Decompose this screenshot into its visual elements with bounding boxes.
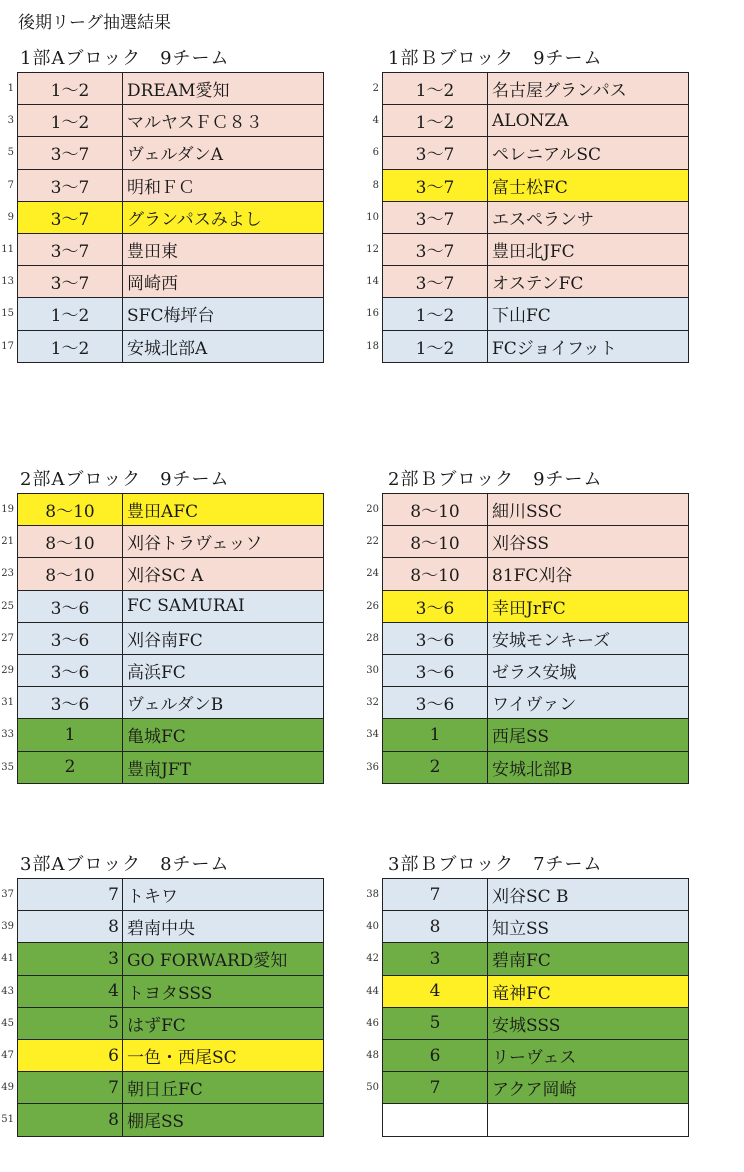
team-row	[365, 266, 689, 298]
rank-cell: 8	[383, 911, 488, 943]
rank-cell: 3〜7	[18, 233, 123, 265]
team-name-cell: 一色・西尾SC	[123, 1039, 324, 1071]
rank-cell: 8〜10	[18, 526, 123, 558]
rank-cell: 3〜6	[383, 590, 488, 622]
team-name-cell: はずFC	[123, 1007, 324, 1039]
team-row	[0, 558, 324, 590]
team-row	[0, 719, 324, 751]
team-name-cell: エスペランサ	[488, 201, 689, 233]
team-row	[365, 1104, 689, 1136]
team-name-cell: ヴェルダンA	[123, 137, 324, 169]
team-row	[365, 169, 689, 201]
block-table-1b	[365, 72, 689, 363]
team-row	[365, 105, 689, 137]
draw-number: 32	[366, 697, 379, 709]
draw-number: 48	[366, 1050, 379, 1062]
draw-number: 6	[372, 147, 379, 159]
block-table-3a	[0, 878, 324, 1137]
block-title-3a: 3部Aブロック 8チーム	[20, 854, 230, 875]
team-name-cell: 豊田北JFC	[488, 233, 689, 265]
team-row	[365, 622, 689, 654]
team-name-cell: 碧南FC	[488, 943, 689, 975]
team-row	[0, 201, 324, 233]
rank-cell: 6	[383, 1039, 488, 1071]
rank-cell: 8〜10	[383, 494, 488, 526]
team-row	[0, 879, 324, 911]
team-name-cell: 西尾SS	[488, 719, 689, 751]
rank-cell: 3	[383, 943, 488, 975]
team-row	[365, 494, 689, 526]
draw-number: 11	[1, 244, 14, 256]
draw-number: 50	[366, 1082, 379, 1094]
draw-number: 4	[372, 115, 379, 127]
block-table-2b	[365, 493, 689, 784]
rank-cell: 4	[383, 975, 488, 1007]
team-row	[0, 911, 324, 943]
draw-number: 17	[1, 340, 14, 352]
team-row	[365, 943, 689, 975]
rank-cell: 7	[18, 879, 123, 911]
team-name-cell: FCジョイフット	[488, 330, 689, 362]
block-table-2a	[0, 493, 324, 784]
draw-number: 30	[366, 665, 379, 677]
rank-cell: 3〜6	[18, 622, 123, 654]
team-row	[0, 169, 324, 201]
team-name-cell: 岡崎西	[123, 266, 324, 298]
team-name-cell: 安城北部B	[488, 751, 689, 783]
rank-cell: 3〜6	[18, 654, 123, 686]
team-row	[365, 526, 689, 558]
rank-cell: 2	[383, 751, 488, 783]
rank-cell: 1〜2	[383, 105, 488, 137]
rank-cell: 4	[18, 975, 123, 1007]
team-name-cell: ペレニアルSC	[488, 137, 689, 169]
rank-cell: 3	[18, 943, 123, 975]
team-row	[365, 137, 689, 169]
team-row	[365, 298, 689, 330]
rank-cell: 5	[18, 1007, 123, 1039]
rank-cell: 3〜6	[383, 654, 488, 686]
team-name-cell: 刈谷SS	[488, 526, 689, 558]
draw-number: 27	[1, 632, 14, 644]
team-name-cell: 刈谷トラヴェッソ	[123, 526, 324, 558]
team-row	[0, 494, 324, 526]
block-table-1a	[0, 72, 324, 363]
team-name-cell: 81FC刈谷	[488, 558, 689, 590]
team-name-cell: 明和ＦＣ	[123, 169, 324, 201]
draw-number: 38	[366, 889, 379, 901]
draw-number: 3	[7, 115, 14, 127]
team-name-cell: 幸田JrFC	[488, 590, 689, 622]
draw-number: 44	[366, 985, 379, 997]
team-row	[365, 879, 689, 911]
team-name-cell: FC SAMURAI	[123, 590, 324, 622]
team-name-cell: ゼラス安城	[488, 654, 689, 686]
team-row	[365, 1072, 689, 1104]
team-name-cell: トキワ	[123, 879, 324, 911]
team-row	[365, 590, 689, 622]
team-name-cell: 豊南JFT	[123, 751, 324, 783]
rank-cell: 1	[18, 719, 123, 751]
team-name-cell: 下山FC	[488, 298, 689, 330]
team-row	[0, 298, 324, 330]
draw-number: 23	[1, 568, 14, 580]
team-row	[0, 105, 324, 137]
team-row	[0, 233, 324, 265]
draw-number: 10	[366, 211, 379, 223]
draw-number: 1	[7, 83, 14, 95]
team-row	[0, 751, 324, 783]
rank-cell: 3〜6	[383, 687, 488, 719]
team-name-cell: 朝日丘FC	[123, 1072, 324, 1104]
team-row	[365, 911, 689, 943]
rank-cell: 3〜7	[383, 233, 488, 265]
rank-cell: 3〜7	[383, 137, 488, 169]
draw-number: 45	[1, 1017, 14, 1029]
draw-number: 40	[366, 921, 379, 933]
team-name-cell: 刈谷SC A	[123, 558, 324, 590]
draw-number: 26	[366, 600, 379, 612]
rank-cell: 3〜7	[383, 201, 488, 233]
draw-number: 12	[366, 244, 379, 256]
rank-cell: 1〜2	[18, 105, 123, 137]
draw-number: 37	[1, 889, 14, 901]
team-name-cell: ヴェルダンB	[123, 687, 324, 719]
draw-number: 33	[1, 729, 14, 741]
draw-number: 15	[1, 308, 14, 320]
rank-cell: 8〜10	[383, 526, 488, 558]
draw-number: 8	[372, 179, 379, 191]
team-row	[365, 558, 689, 590]
rank-cell: 3〜7	[18, 266, 123, 298]
draw-number: 47	[1, 1050, 14, 1062]
draw-number: 29	[1, 665, 14, 677]
draw-number: 31	[1, 697, 14, 709]
rank-cell: 3〜6	[383, 622, 488, 654]
draw-number: 34	[366, 729, 379, 741]
rank-cell: 3〜7	[383, 169, 488, 201]
team-row	[0, 622, 324, 654]
rank-cell: 8〜10	[18, 558, 123, 590]
team-row	[0, 1072, 324, 1104]
draw-number: 5	[7, 147, 14, 159]
draw-number: 41	[1, 953, 14, 965]
rank-cell: 1〜2	[18, 73, 123, 105]
block-table-3b	[365, 878, 689, 1137]
rank-cell: 3〜7	[383, 266, 488, 298]
team-name-cell: 名古屋グランパス	[488, 73, 689, 105]
block-title-1a: 1部Aブロック 9チーム	[20, 48, 230, 69]
team-row	[365, 719, 689, 751]
rank-cell: 1	[383, 719, 488, 751]
team-row	[0, 1007, 324, 1039]
draw-number: 28	[366, 632, 379, 644]
team-name-cell: 碧南中央	[123, 911, 324, 943]
team-name-cell: 安城モンキーズ	[488, 622, 689, 654]
team-name-cell: ALONZA	[488, 105, 689, 137]
draw-number: 22	[366, 536, 379, 548]
rank-cell: 3〜7	[18, 137, 123, 169]
team-name-cell: 安城北部A	[123, 330, 324, 362]
block-title-2b: 2部Ｂブロック 9チーム	[388, 469, 603, 490]
draw-number: 49	[1, 1082, 14, 1094]
rank-cell: 1〜2	[383, 298, 488, 330]
rank-cell: 6	[18, 1039, 123, 1071]
team-name-cell: 高浜FC	[123, 654, 324, 686]
draw-number	[365, 1104, 383, 1136]
team-name-cell: 富士松FC	[488, 169, 689, 201]
rank-cell: 1〜2	[18, 330, 123, 362]
team-name-cell: リーヴェス	[488, 1039, 689, 1071]
draw-number: 43	[1, 985, 14, 997]
team-row	[0, 137, 324, 169]
team-name-cell: 安城SSS	[488, 1007, 689, 1039]
rank-cell: 7	[383, 1072, 488, 1104]
team-name-cell: アクア岡崎	[488, 1072, 689, 1104]
rank-cell: 3〜6	[18, 590, 123, 622]
team-name-cell: 豊田AFC	[123, 494, 324, 526]
team-row	[0, 687, 324, 719]
draw-number: 9	[7, 211, 14, 223]
team-row	[365, 201, 689, 233]
rank-cell: 3〜7	[18, 201, 123, 233]
draw-number: 21	[1, 536, 14, 548]
team-name-cell: SFC梅坪台	[123, 298, 324, 330]
team-row	[0, 1104, 324, 1136]
rank-cell: 5	[383, 1007, 488, 1039]
block-title-2a: 2部Aブロック 9チーム	[20, 469, 230, 490]
rank-cell: 3〜6	[18, 687, 123, 719]
draw-number: 24	[366, 568, 379, 580]
rank-cell	[383, 1104, 488, 1136]
draw-number: 39	[1, 921, 14, 933]
draw-number: 19	[1, 504, 14, 516]
team-row	[0, 943, 324, 975]
team-row	[0, 526, 324, 558]
draw-number: 18	[366, 340, 379, 352]
team-row	[365, 654, 689, 686]
draw-number: 35	[1, 761, 14, 773]
draw-number: 7	[7, 179, 14, 191]
team-name-cell: 細川SSC	[488, 494, 689, 526]
draw-number: 25	[1, 600, 14, 612]
team-row	[365, 330, 689, 362]
draw-number: 36	[366, 761, 379, 773]
team-row	[365, 975, 689, 1007]
rank-cell: 7	[383, 879, 488, 911]
team-name-cell: 刈谷SC B	[488, 879, 689, 911]
block-title-1b: 1部Ｂブロック 9チーム	[388, 48, 603, 69]
rank-cell: 8	[18, 911, 123, 943]
team-name-cell: オステンFC	[488, 266, 689, 298]
team-row	[0, 266, 324, 298]
team-row	[0, 590, 324, 622]
team-name-cell: DREAM愛知	[123, 73, 324, 105]
team-row	[0, 73, 324, 105]
team-name-cell: GO FORWARD愛知	[123, 943, 324, 975]
rank-cell: 3〜7	[18, 169, 123, 201]
page-title: 後期リーグ抽選結果	[18, 13, 171, 33]
team-name-cell: グランパスみよし	[123, 201, 324, 233]
rank-cell: 8〜10	[383, 558, 488, 590]
team-name-cell	[488, 1104, 689, 1136]
draw-number: 14	[366, 276, 379, 288]
team-name-cell: 知立SS	[488, 911, 689, 943]
team-row	[0, 330, 324, 362]
draw-number: 2	[372, 83, 379, 95]
draw-number: 51	[1, 1114, 14, 1126]
team-row	[0, 654, 324, 686]
rank-cell: 7	[18, 1072, 123, 1104]
team-name-cell: 棚尾SS	[123, 1104, 324, 1136]
block-title-3b: 3部Ｂブロック 7チーム	[388, 854, 603, 875]
team-row	[365, 1007, 689, 1039]
team-name-cell: ワイヴァン	[488, 687, 689, 719]
team-name-cell: マルヤスＦＣ８３	[123, 105, 324, 137]
team-row	[365, 687, 689, 719]
team-name-cell: 亀城FC	[123, 719, 324, 751]
draw-number: 16	[366, 308, 379, 320]
rank-cell: 8〜10	[18, 494, 123, 526]
rank-cell: 1〜2	[18, 298, 123, 330]
rank-cell: 1〜2	[383, 73, 488, 105]
draw-number: 13	[1, 276, 14, 288]
team-row	[0, 975, 324, 1007]
rank-cell: 8	[18, 1104, 123, 1136]
team-row	[365, 1039, 689, 1071]
draw-number: 46	[366, 1017, 379, 1029]
rank-cell: 2	[18, 751, 123, 783]
rank-cell: 1〜2	[383, 330, 488, 362]
draw-number: 42	[366, 953, 379, 965]
team-row	[0, 1039, 324, 1071]
draw-number: 20	[366, 504, 379, 516]
team-row	[365, 233, 689, 265]
team-name-cell: 竜神FC	[488, 975, 689, 1007]
team-row	[365, 73, 689, 105]
team-row	[365, 751, 689, 783]
team-name-cell: トヨタSSS	[123, 975, 324, 1007]
team-name-cell: 刈谷南FC	[123, 622, 324, 654]
team-name-cell: 豊田東	[123, 233, 324, 265]
